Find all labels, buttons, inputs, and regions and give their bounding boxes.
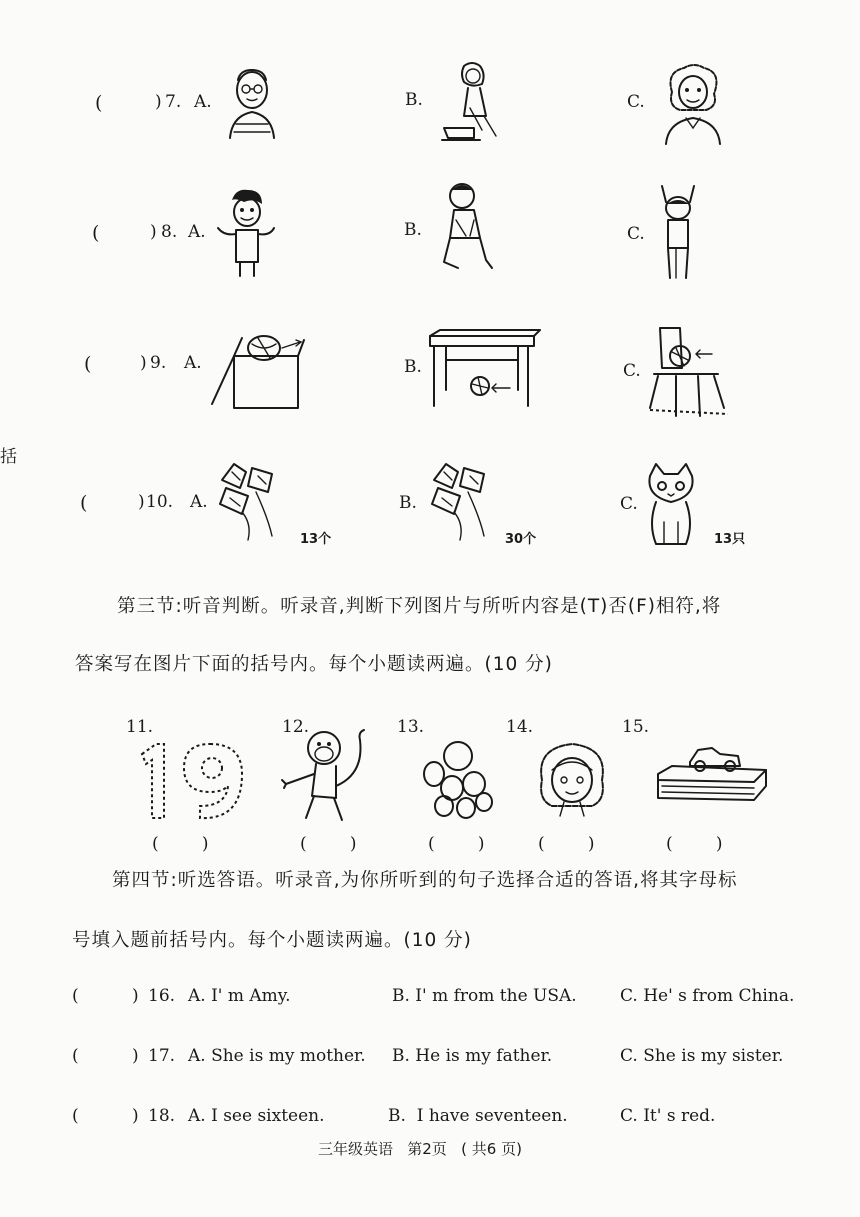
answer-blank-open: (	[72, 1106, 79, 1126]
answer-blank-close: )	[132, 986, 139, 1006]
answer-blank-close: )	[150, 222, 157, 242]
question-number: 7.	[165, 92, 182, 112]
answer-blank-open: (	[92, 222, 100, 244]
option-a: A. I' m Amy.	[188, 986, 291, 1006]
item-number: 11.	[126, 717, 154, 737]
option-b: B. He is my father.	[392, 1046, 553, 1066]
woman-cooking-icon	[440, 58, 504, 144]
question-number: 8.	[161, 222, 178, 242]
answer-blank-close: )	[132, 1106, 139, 1126]
answer-blank-open: (	[84, 353, 92, 375]
question-number: 10.	[146, 492, 174, 512]
answer-blank-close: )	[138, 492, 145, 512]
question-number: 17.	[148, 1046, 176, 1066]
option-b: B. I have seventeen.	[388, 1106, 568, 1126]
option-c-label: C.	[627, 224, 645, 244]
option-a-label: A.	[194, 92, 212, 112]
count-label: 13只	[714, 532, 746, 547]
answer-blank-open: (	[95, 92, 103, 114]
answer-blank-open: (	[72, 986, 79, 1006]
item-number: 14.	[506, 717, 534, 737]
option-a-label: A.	[184, 353, 202, 373]
answer-blank-open: (	[80, 492, 88, 514]
ball-in-box-icon	[208, 320, 308, 412]
elderly-man-icon	[222, 62, 282, 140]
option-a-label: A.	[188, 222, 206, 242]
answer-blank: ( )	[152, 834, 209, 854]
question-number: 18.	[148, 1106, 176, 1126]
option-b-label: B.	[404, 220, 422, 240]
count-label: 30个	[505, 532, 537, 547]
page-footer: 三年级英语 第2页 ( 共6 页)	[318, 1140, 522, 1158]
cat-icon	[642, 462, 700, 548]
item-number: 12.	[282, 717, 310, 737]
grandmother-icon	[660, 62, 726, 146]
ball-on-chair-icon	[648, 324, 732, 420]
option-b: B. I' m from the USA.	[392, 986, 577, 1006]
kites-icon	[424, 458, 496, 542]
boy-squatting-icon	[440, 180, 496, 272]
balloons-icon	[418, 740, 496, 824]
option-c-label: C.	[623, 361, 641, 381]
margin-char: 括	[0, 447, 17, 467]
section3-instructions-line1: 第三节:听音判断。听录音,判断下列图片与所听内容是(T)否(F)相符,将	[117, 596, 722, 617]
number-19-icon	[134, 740, 250, 824]
answer-blank-open: (	[72, 1046, 79, 1066]
option-b-label: B.	[399, 493, 417, 513]
count-label: 13个	[300, 532, 332, 547]
answer-blank: ( )	[666, 834, 723, 854]
girl-face-icon	[532, 740, 612, 820]
section4-instructions-line2: 号填入题前括号内。每个小题读两遍。(10 分)	[72, 930, 472, 951]
monkey-icon	[280, 726, 380, 826]
question-number: 16.	[148, 986, 176, 1006]
answer-blank-close: )	[132, 1046, 139, 1066]
option-c-label: C.	[620, 494, 638, 514]
section4-instructions-line1: 第四节:听选答语。听录音,为你所听到的句子选择合适的答语,将其字母标	[112, 870, 738, 891]
item-number: 15.	[622, 717, 650, 737]
answer-blank: ( )	[300, 834, 357, 854]
answer-blank: ( )	[538, 834, 595, 854]
option-c: C. He' s from China.	[620, 986, 795, 1006]
option-b-label: B.	[405, 90, 423, 110]
car-on-book-icon	[654, 740, 770, 804]
option-a-label: A.	[190, 492, 208, 512]
option-c-label: C.	[627, 92, 645, 112]
answer-blank-close: )	[140, 353, 147, 373]
option-c: C. She is my sister.	[620, 1046, 784, 1066]
item-number: 13.	[397, 717, 425, 737]
answer-blank-close: )	[155, 92, 162, 112]
question-number: 9.	[150, 353, 167, 373]
kites-icon	[212, 458, 284, 542]
option-b-label: B.	[404, 357, 422, 377]
section3-instructions-line2: 答案写在图片下面的括号内。每个小题读两遍。(10 分)	[75, 654, 553, 675]
option-a: A. I see sixteen.	[188, 1106, 325, 1126]
answer-blank: ( )	[428, 834, 485, 854]
option-a: A. She is my mother.	[188, 1046, 366, 1066]
boy-arms-up-icon	[654, 182, 702, 282]
boy-shrugging-icon	[214, 186, 278, 278]
ball-under-desk-icon	[426, 324, 544, 408]
option-c: C. It' s red.	[620, 1106, 716, 1126]
